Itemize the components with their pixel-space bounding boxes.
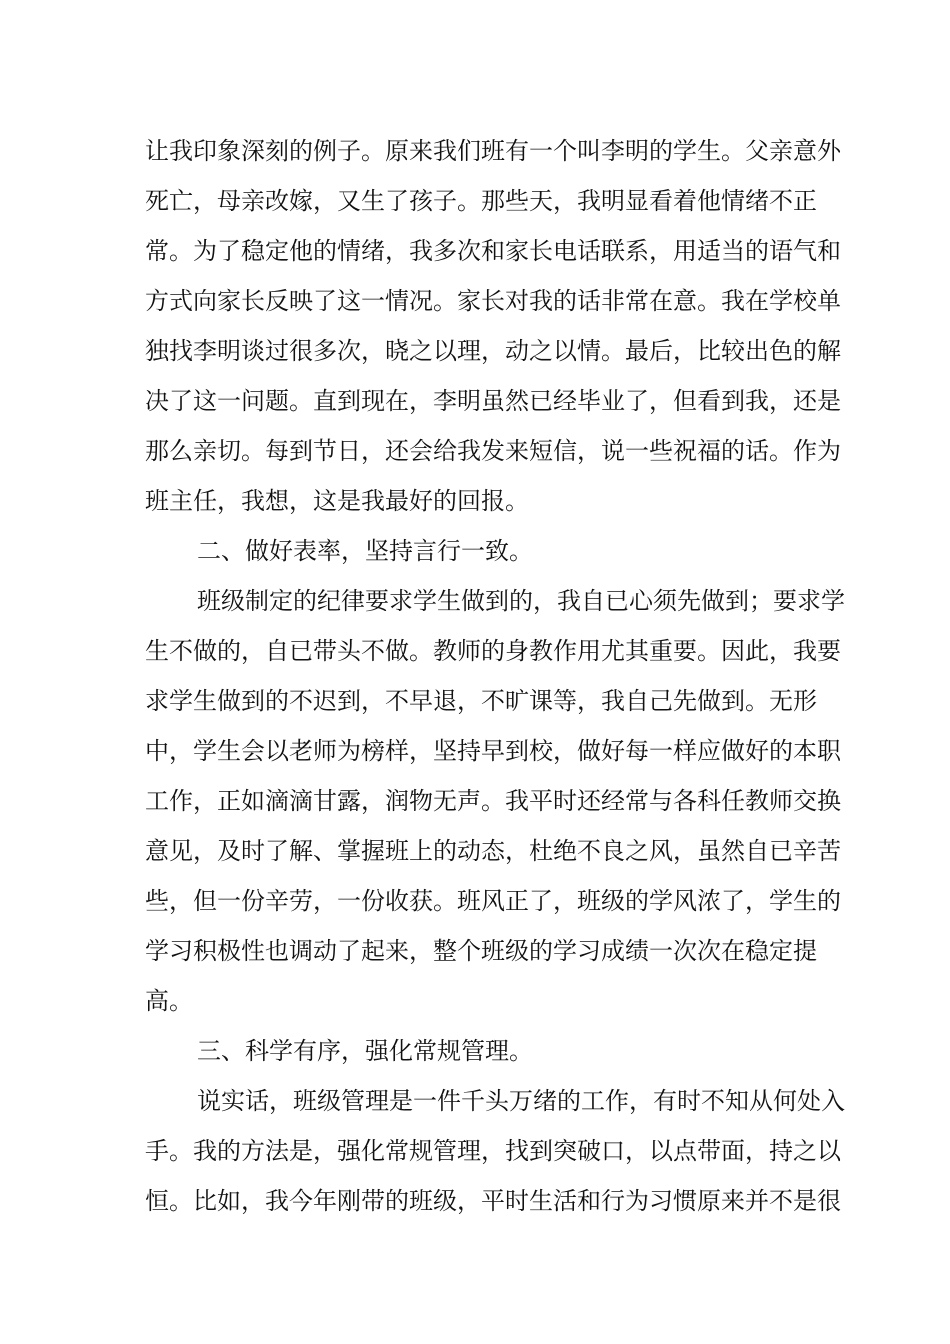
paragraph-line: 决了这一问题。直到现在，李明虽然已经毕业了，但看到我，还是: [145, 387, 841, 415]
paragraph-line: 班主任，我想，这是我最好的回报。: [145, 487, 529, 515]
paragraph-line: 那么亲切。每到节日，还会给我发来短信，说一些祝福的话。作为: [145, 437, 841, 465]
paragraph-line: 独找李明谈过很多次，晓之以理，动之以情。最后，比较出色的解: [145, 337, 841, 365]
document-body: [145, 126, 845, 1226]
paragraph-line: 死亡，母亲改嫁，又生了孩子。那些天，我明显看着他情绪不正: [145, 187, 817, 215]
paragraph-line: 手。我的方法是，强化常规管理，找到突破口，以点带面，持之以: [145, 1137, 841, 1165]
paragraph-line: 意见，及时了解、掌握班上的动态，杜绝不良之风，虽然自已辛苦: [145, 837, 841, 865]
paragraph-line: 常。为了稳定他的情绪，我多次和家长电话联系，用适当的语气和: [145, 237, 841, 265]
paragraph-line: 求学生做到的不迟到，不早退，不旷课等，我自己先做到。无形: [145, 687, 817, 715]
paragraph-line: 班级制定的纪律要求学生做到的，我自已心须先做到；要求学: [197, 587, 845, 615]
paragraph-line: 方式向家长反映了这一情况。家长对我的话非常在意。我在学校单: [145, 287, 841, 315]
paragraph-line: 工作，正如滴滴甘露，润物无声。我平时还经常与各科任教师交换: [145, 787, 841, 815]
paragraph-line: 恒。比如，我今年刚带的班级，平时生活和行为习惯原来并不是很: [145, 1187, 841, 1215]
paragraph-line: 让我印象深刻的例子。原来我们班有一个叫李明的学生。父亲意外: [145, 137, 841, 165]
section-heading-line: 三、科学有序，强化常规管理。: [197, 1037, 533, 1065]
paragraph-line: 些，但一份辛劳，一份收获。班风正了，班级的学风浓了，学生的: [145, 887, 841, 915]
paragraph-line: 说实话，班级管理是一件千头万绪的工作，有时不知从何处入: [197, 1087, 845, 1115]
paragraph-line: 中，学生会以老师为榜样，坚持早到校，做好每一样应做好的本职: [145, 737, 841, 765]
paragraph-line: 高。: [145, 987, 193, 1015]
paragraph-line: 生不做的，自已带头不做。教师的身教作用尤其重要。因此，我要: [145, 637, 841, 665]
section-heading-line: 二、做好表率，坚持言行一致。: [197, 537, 533, 565]
paragraph-line: 学习积极性也调动了起来，整个班级的学习成绩一次次在稳定提: [145, 937, 817, 965]
